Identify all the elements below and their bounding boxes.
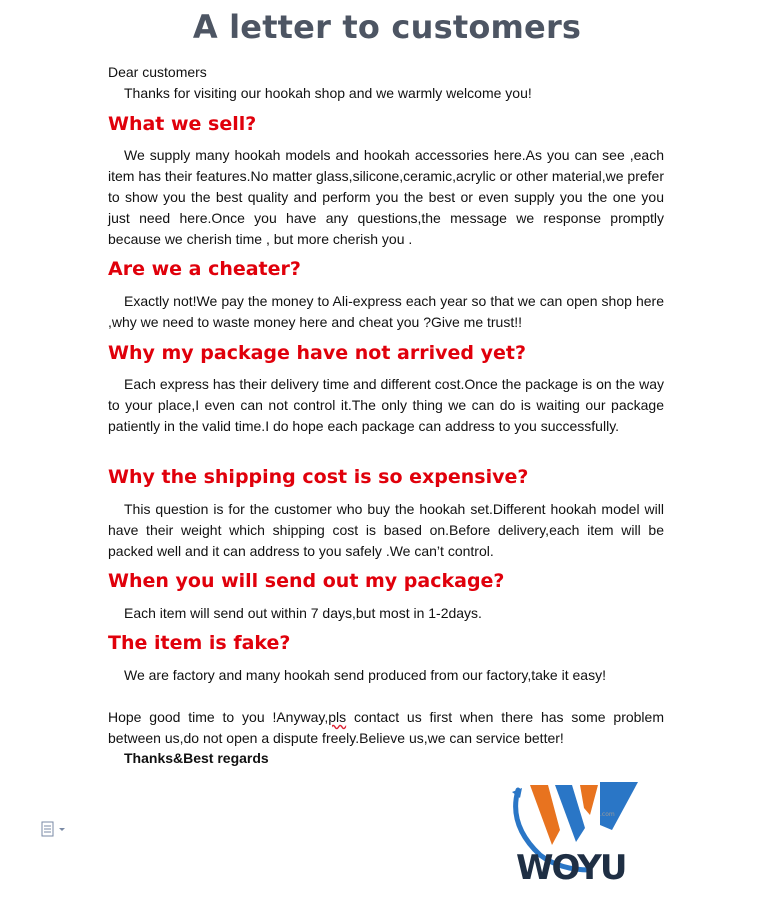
greeting: Dear customers bbox=[108, 64, 207, 80]
closing-text bbox=[108, 707, 664, 749]
section-paragraph: We supply many hookah models and hookah accessories here.As you can see ,each item has their features.No matter glass,silicone,ceramic,acrylic or other material,we prefer to show you the best quality and perform you the best or even supply you the one you just need here.Once you have any questions,the message we response promptly because we cherish time , but more cherish you . bbox=[108, 147, 664, 247]
section-heading-package-arrival: Why my package have not arrived yet? bbox=[108, 342, 526, 364]
section-paragraph: We are factory and many hookah send produced from our factory,take it easy! bbox=[124, 667, 606, 683]
section-paragraph: Each express has their delivery time and different cost.Once the package is on the way to your place,I even can not control it.The only thing we can do is waiting our package patiently in the valid time.I do hope each package can address to you successfully. bbox=[108, 376, 664, 434]
section-body-shipping-cost bbox=[108, 499, 664, 562]
closing-text-part2: contact us first when there has some problem between us,do not open a dispute freely.Believe us,we can service better! bbox=[108, 709, 664, 746]
section-heading-fake: The item is fake? bbox=[108, 632, 291, 654]
section-paragraph: Exactly not!We pay the money to Ali-express each year so that we can open shop here ,why we need to waste money here and cheat you ?Give me trust!! bbox=[108, 293, 664, 330]
closing-paragraph bbox=[108, 707, 664, 749]
section-body-fake bbox=[108, 665, 664, 686]
section-heading-cheater: Are we a cheater? bbox=[108, 258, 301, 280]
section-body-package-arrival bbox=[108, 374, 664, 437]
section-body-what-we-sell bbox=[108, 145, 664, 250]
paste-options-icon[interactable] bbox=[40, 820, 68, 838]
logo-text: WOYU bbox=[516, 848, 626, 888]
section-heading-send-out: When you will send out my package? bbox=[108, 570, 505, 592]
spellcheck-word: pls bbox=[328, 709, 347, 725]
section-paragraph: Each item will send out within 7 days,but most in 1-2days. bbox=[124, 605, 482, 621]
svg-text:.com: .com bbox=[600, 811, 615, 818]
page-title: A letter to customers bbox=[192, 8, 582, 46]
signoff: Thanks&Best regards bbox=[124, 750, 269, 766]
section-heading-shipping-cost: Why the shipping cost is so expensive? bbox=[108, 466, 529, 488]
section-paragraph: This question is for the customer who buy the hookah set.Different hookah model will have their weight which shipping cost is based on.Before delivery,each item will be packed well and it can address to you safely .We can’t control. bbox=[108, 501, 664, 559]
section-heading-what-we-sell: What we sell? bbox=[108, 113, 257, 135]
closing-text-part1: Hope good time to you !Anyway, bbox=[108, 709, 329, 725]
intro-text: Thanks for visiting our hookah shop and we warmly welcome you! bbox=[124, 85, 532, 101]
section-body-cheater bbox=[108, 291, 664, 333]
section-body-send-out bbox=[108, 603, 664, 624]
